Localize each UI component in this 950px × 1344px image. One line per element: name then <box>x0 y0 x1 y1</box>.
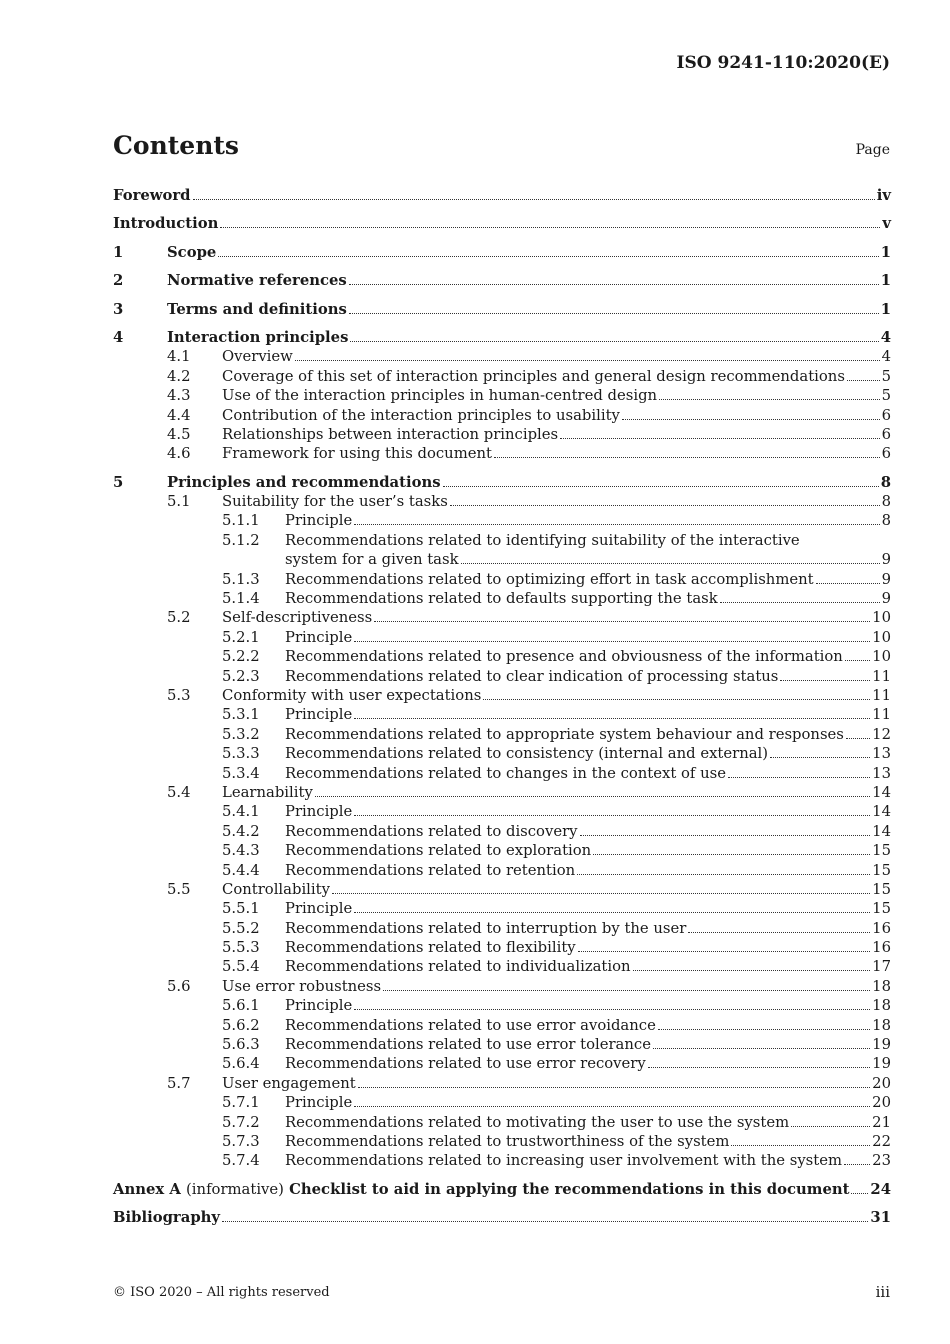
dot-leader <box>780 667 870 681</box>
toc-entry-number: 5.6 <box>167 977 191 995</box>
toc-entry-page: 22 <box>872 1132 891 1150</box>
toc-entry-number: 5.2 <box>167 609 191 627</box>
dot-leader <box>218 243 878 257</box>
toc-entry-title: Scope <box>167 243 217 261</box>
toc-entry-title-continued: system for a given task <box>285 551 459 569</box>
toc-entry-title: Recommendations related to increasing user involvement with the system <box>285 1152 843 1170</box>
toc-entry[interactable] <box>113 783 891 802</box>
toc-entry-number: 5.6.4 <box>222 1055 260 1073</box>
toc-entry-page: 8 <box>880 473 891 491</box>
toc-entry-title: Normative references <box>167 272 347 290</box>
toc-entry-title: Recommendations related to discovery <box>285 822 578 840</box>
toc-entry-page: 20 <box>872 1094 891 1112</box>
toc-entry-title: Conformity with user expectations <box>222 687 482 704</box>
toc-entry-number: 5.4.2 <box>222 822 260 840</box>
toc-entry-number: 5.5.2 <box>222 919 260 937</box>
dot-leader <box>295 347 880 361</box>
toc-entry[interactable] <box>113 214 891 233</box>
toc-entry-title: Recommendations related to presence and obviousness of the information <box>285 648 843 666</box>
toc-entry-number: 5.7.2 <box>222 1113 260 1131</box>
toc-entry[interactable] <box>113 1208 891 1227</box>
toc-entry-title: User engagement <box>222 1074 356 1092</box>
toc-entry-number: 5.3.1 <box>222 706 260 724</box>
toc-entry-page: 11 <box>872 706 891 724</box>
dot-leader <box>728 764 870 778</box>
toc-entry-page: 13 <box>872 764 891 782</box>
toc-entry[interactable] <box>113 822 891 841</box>
toc-entry-title: Recommendations related to exploration <box>285 842 592 860</box>
dot-leader <box>720 589 880 603</box>
toc-entry-title: Contribution of the interaction principles to usability <box>222 406 620 424</box>
toc-entry-number: 5.4 <box>167 783 191 801</box>
dot-leader <box>580 822 871 836</box>
toc-entry-title: Coverage of this set of interaction principles and general design recommendations <box>222 367 845 385</box>
toc-entry-page: 18 <box>872 1016 891 1034</box>
toc-entry-page: 20 <box>872 1074 891 1092</box>
toc-entry-title: Recommendations related to retention <box>285 861 576 879</box>
toc-entry-number: 5.7 <box>167 1074 191 1092</box>
toc-entry-number: 4.4 <box>167 406 191 424</box>
toc-entry-number: 5.5.4 <box>222 958 260 976</box>
dot-leader <box>374 608 870 622</box>
toc-entry[interactable] <box>113 977 891 996</box>
dot-leader <box>354 705 870 719</box>
toc-entry[interactable] <box>113 570 891 589</box>
dot-leader <box>450 492 880 506</box>
dot-leader <box>315 783 870 797</box>
toc-entry[interactable] <box>113 861 891 880</box>
toc-entry-title: Recommendations related to identifying suitability of the interactive <box>285 531 800 549</box>
toc-entry-page: 14 <box>872 783 891 801</box>
dot-leader <box>332 880 870 894</box>
dot-leader <box>354 511 879 525</box>
toc-entry-number: 5.3.2 <box>222 725 260 743</box>
toc-entry-title: Principle <box>285 1094 353 1112</box>
toc-entry[interactable] <box>113 899 891 918</box>
toc-entry-page: 10 <box>872 628 891 646</box>
dot-leader <box>461 550 880 564</box>
toc-entry[interactable] <box>113 1151 891 1170</box>
dot-leader <box>578 938 871 952</box>
toc-entry-title: Suitability for the user’s tasks <box>222 493 448 511</box>
dot-leader <box>648 1054 870 1068</box>
page-title: Contents <box>113 131 240 160</box>
dot-leader <box>851 1180 868 1194</box>
toc-entry[interactable] <box>113 686 891 705</box>
toc-entry-page: 8 <box>881 493 891 511</box>
toc-entry[interactable] <box>113 667 891 686</box>
toc-entry-number: 5.5 <box>167 880 191 898</box>
toc-entry-page: 11 <box>872 687 891 704</box>
toc-entry-title: Relationships between interaction principles <box>222 425 559 443</box>
toc-entry-number: 4.1 <box>167 348 191 366</box>
toc-entry-page: 14 <box>872 803 891 821</box>
annex-type: (informative) <box>186 1180 284 1198</box>
toc-entry-page: 14 <box>872 822 891 840</box>
dot-leader <box>593 841 870 855</box>
toc-entry-title: Terms and definitions <box>167 300 347 318</box>
toc-entry[interactable] <box>113 764 891 783</box>
toc-entry[interactable] <box>113 444 891 463</box>
toc-entry-number: 5.4.3 <box>222 842 260 860</box>
toc-entry-title: Use error robustness <box>222 977 382 995</box>
dot-leader <box>731 1132 870 1146</box>
toc-entry[interactable] <box>113 996 891 1015</box>
toc-entry-page: 11 <box>872 667 891 685</box>
toc-entry-page: 18 <box>872 977 891 995</box>
toc-entry-title: Principle <box>285 803 353 821</box>
page-number: iii <box>875 1283 890 1301</box>
toc-entry-title: Recommendations related to clear indication of processing status <box>285 667 779 685</box>
toc-entry-page: 10 <box>872 648 891 666</box>
toc-entry-page: 4 <box>880 328 891 346</box>
toc-entry[interactable] <box>113 1113 891 1132</box>
toc-entry-page: 8 <box>881 512 891 530</box>
toc-entry-title: Bibliography <box>113 1209 221 1227</box>
toc-entry-number: 5.4.4 <box>222 861 260 879</box>
toc-entry-page: 15 <box>872 842 891 860</box>
toc-entry-title: Use of the interaction principles in human-centred design <box>222 387 658 405</box>
toc-entry-title: Introduction <box>113 215 219 233</box>
toc-entry[interactable] <box>113 647 891 666</box>
toc-entry-page: 19 <box>872 1055 891 1073</box>
toc-entry[interactable] <box>113 492 891 511</box>
toc-entry-page: 6 <box>881 406 891 424</box>
toc-entry-number: 5.1.3 <box>222 570 260 588</box>
toc-entry-number: 5.6.2 <box>222 1016 260 1034</box>
toc-entry[interactable] <box>113 186 891 205</box>
dot-leader <box>349 271 879 285</box>
toc-entry[interactable] <box>113 1054 891 1073</box>
toc-entry-number: 3 <box>113 300 124 318</box>
dot-leader <box>622 406 880 420</box>
toc-entry-page: 19 <box>872 1036 891 1054</box>
toc-entry-page: 9 <box>881 551 891 569</box>
dot-leader <box>358 1074 870 1088</box>
toc-entry-title: Recommendations related to consistency (internal and external) <box>285 745 769 763</box>
toc-entry-title: Overview <box>222 348 293 366</box>
toc-entry[interactable] <box>113 1035 891 1054</box>
toc-entry-page: iv <box>876 187 891 204</box>
toc-entry-title: Learnability <box>222 783 313 801</box>
toc-entry-title: Recommendations related to use error avoidance <box>285 1016 656 1034</box>
toc-entry-page: 1 <box>880 300 891 318</box>
toc-entry-page: 5 <box>881 387 891 405</box>
toc-entry-title: Controllability <box>222 880 330 898</box>
toc-entry[interactable] <box>113 367 891 386</box>
toc-entry-number: 5 <box>113 473 124 491</box>
toc-entry-page: 12 <box>872 725 891 743</box>
dot-leader <box>354 628 870 642</box>
toc-entry-title: Self-descriptiveness <box>222 609 373 627</box>
toc-entry-page: 9 <box>881 570 891 588</box>
toc-entry-title: Principle <box>285 706 353 724</box>
toc-entry-number: 5.6.3 <box>222 1036 260 1054</box>
toc-entry[interactable] <box>113 1180 891 1199</box>
toc-entry[interactable] <box>113 841 891 860</box>
toc-entry-number: 5.7.1 <box>222 1094 260 1112</box>
toc-entry[interactable] <box>113 300 891 319</box>
toc-entry[interactable] <box>113 705 891 724</box>
toc-entry-number: 5.5.1 <box>222 900 260 918</box>
toc-entry-number: 4.3 <box>167 387 191 405</box>
toc-entry-page: 17 <box>872 958 891 976</box>
toc-entry[interactable] <box>113 1016 891 1035</box>
toc-entry-title: Recommendations related to interruption by the user <box>285 919 687 937</box>
toc-entry-page: 24 <box>870 1180 891 1198</box>
dot-leader <box>222 1208 868 1222</box>
toc-entry[interactable] <box>113 1074 891 1093</box>
toc-entry-number: 4.5 <box>167 425 191 443</box>
dot-leader <box>350 328 878 342</box>
toc-entry-number: 5.1 <box>167 493 191 511</box>
dot-leader <box>845 647 870 661</box>
dot-leader <box>354 996 870 1010</box>
toc-entry-number: 5.4.1 <box>222 803 260 821</box>
dot-leader <box>560 425 879 439</box>
toc-entry-number: 5.1.1 <box>222 512 260 530</box>
toc-entry-title: Recommendations related to use error tolerance <box>285 1036 651 1054</box>
toc-entry-title: Recommendations related to appropriate system behaviour and responses <box>285 725 844 743</box>
toc-entry-number: 5.2.1 <box>222 628 260 646</box>
dot-leader <box>354 1093 870 1107</box>
toc-entry[interactable] <box>113 1093 891 1112</box>
toc-entry-page: 6 <box>881 445 891 463</box>
dot-leader <box>349 300 879 314</box>
dot-leader <box>494 444 880 458</box>
toc-entry[interactable] <box>113 473 891 492</box>
toc-entry-title <box>113 1180 849 1199</box>
toc-entry-page: 16 <box>872 919 891 937</box>
dot-leader <box>577 861 870 875</box>
toc-entry-page: 5 <box>881 367 891 385</box>
toc-entry-title: Recommendations related to flexibility <box>285 939 576 957</box>
dot-leader <box>354 802 870 816</box>
dot-leader <box>846 725 870 739</box>
toc-entry-title: Recommendations related to optimizing effort in task accomplishment <box>285 570 814 588</box>
toc-entry-title: Recommendations related to motivating the user to use the system <box>285 1113 790 1131</box>
toc-entry-page: 18 <box>872 997 891 1015</box>
toc-entry-title: Principle <box>285 997 353 1015</box>
dot-leader <box>816 570 880 584</box>
toc-entry-title: Principle <box>285 512 353 530</box>
toc-entry[interactable] <box>113 425 891 444</box>
toc-entry-number: 5.6.1 <box>222 997 260 1015</box>
toc-entry[interactable] <box>113 589 891 608</box>
toc-entry[interactable] <box>113 271 891 290</box>
toc-entry[interactable] <box>113 957 891 976</box>
toc-entry[interactable] <box>113 725 891 744</box>
toc-entry[interactable] <box>113 531 891 570</box>
toc-entry-number: 2 <box>113 272 124 290</box>
toc-entry-title: Recommendations related to trustworthiness of the system <box>285 1132 730 1150</box>
table-of-contents <box>113 186 891 1228</box>
toc-entry[interactable] <box>113 328 891 347</box>
annex-title: Checklist to aid in applying the recommendations in this document <box>289 1180 850 1198</box>
toc-entry-title: Principle <box>285 628 353 646</box>
toc-entry-number: 5.3.4 <box>222 764 260 782</box>
toc-entry-title: Recommendations related to changes in the context of use <box>285 764 726 782</box>
dot-leader <box>659 386 879 400</box>
toc-entry-page: 15 <box>872 900 891 918</box>
annex-label: Annex A <box>113 1180 181 1198</box>
toc-entry-page: 21 <box>872 1113 891 1131</box>
toc-entry-number: 5.3 <box>167 687 191 704</box>
dot-leader <box>688 919 870 933</box>
dot-leader <box>633 957 871 971</box>
toc-entry-number: 5.2.2 <box>222 648 260 666</box>
toc-entry-number: 5.3.3 <box>222 745 260 763</box>
toc-entry-number: 5.2.3 <box>222 667 260 685</box>
dot-leader <box>844 1151 870 1165</box>
toc-entry[interactable] <box>113 608 891 627</box>
dot-leader <box>220 214 880 228</box>
toc-entry-number: 1 <box>113 243 124 261</box>
toc-entry-title: Framework for using this document <box>222 445 492 463</box>
toc-entry[interactable] <box>113 406 891 425</box>
toc-entry[interactable] <box>113 802 891 821</box>
standard-number: ISO 9241-110:2020(E) <box>676 53 890 73</box>
dot-leader <box>847 367 880 381</box>
toc-entry-number: 5.7.3 <box>222 1132 260 1150</box>
toc-entry-number: 5.7.4 <box>222 1152 260 1170</box>
toc-entry-title: Recommendations related to use error recovery <box>285 1055 646 1073</box>
toc-entry[interactable] <box>113 744 891 763</box>
dot-leader <box>383 977 870 991</box>
toc-entry-number: 5.5.3 <box>222 939 260 957</box>
toc-entry-title: Principle <box>285 900 353 918</box>
toc-entry[interactable] <box>113 880 891 899</box>
toc-entry[interactable] <box>113 919 891 938</box>
toc-entry[interactable] <box>113 511 891 530</box>
toc-entry-title: Interaction principles <box>167 328 349 346</box>
toc-entry-number: 5.1.4 <box>222 590 260 608</box>
toc-entry-page: 13 <box>872 745 891 763</box>
toc-entry-number: 4.6 <box>167 445 191 463</box>
dot-leader <box>193 186 875 200</box>
dot-leader <box>483 686 870 700</box>
dot-leader <box>791 1113 870 1127</box>
toc-entry-page: 1 <box>880 272 891 290</box>
toc-entry[interactable] <box>113 386 891 405</box>
toc-entry[interactable] <box>113 243 891 262</box>
toc-entry-page: 15 <box>872 861 891 879</box>
toc-entry[interactable] <box>113 628 891 647</box>
toc-entry[interactable] <box>113 1132 891 1151</box>
toc-entry[interactable] <box>113 938 891 957</box>
toc-entry-page: 16 <box>872 939 891 957</box>
toc-entry-page: 15 <box>872 880 891 898</box>
dot-leader <box>354 899 870 913</box>
page-column-label: Page <box>855 142 890 158</box>
toc-entry-page: 10 <box>872 609 891 627</box>
dot-leader <box>653 1035 870 1049</box>
toc-entry-page: 23 <box>872 1152 891 1170</box>
toc-entry-page: 4 <box>881 348 891 366</box>
dot-leader <box>443 473 879 487</box>
toc-entry-page: 31 <box>870 1209 891 1227</box>
toc-entry-title: Principles and recommendations <box>167 473 441 491</box>
toc-entry-page: 6 <box>881 425 891 443</box>
toc-entry-number: 5.1.2 <box>222 531 260 549</box>
toc-entry-page: v <box>882 215 891 233</box>
toc-entry-title: Recommendations related to defaults supporting the task <box>285 590 718 608</box>
toc-entry-title: Recommendations related to individualization <box>285 958 631 976</box>
toc-entry-number: 4.2 <box>167 367 191 385</box>
dot-leader <box>770 744 870 758</box>
copyright-notice: © ISO 2020 – All rights reserved <box>113 1285 330 1300</box>
toc-entry-page: 1 <box>880 243 891 261</box>
toc-entry-title: Foreword <box>113 187 191 204</box>
dot-leader <box>658 1016 870 1030</box>
toc-entry-number: 4 <box>113 328 124 346</box>
toc-entry-page: 9 <box>881 590 891 608</box>
toc-entry[interactable] <box>113 347 891 366</box>
